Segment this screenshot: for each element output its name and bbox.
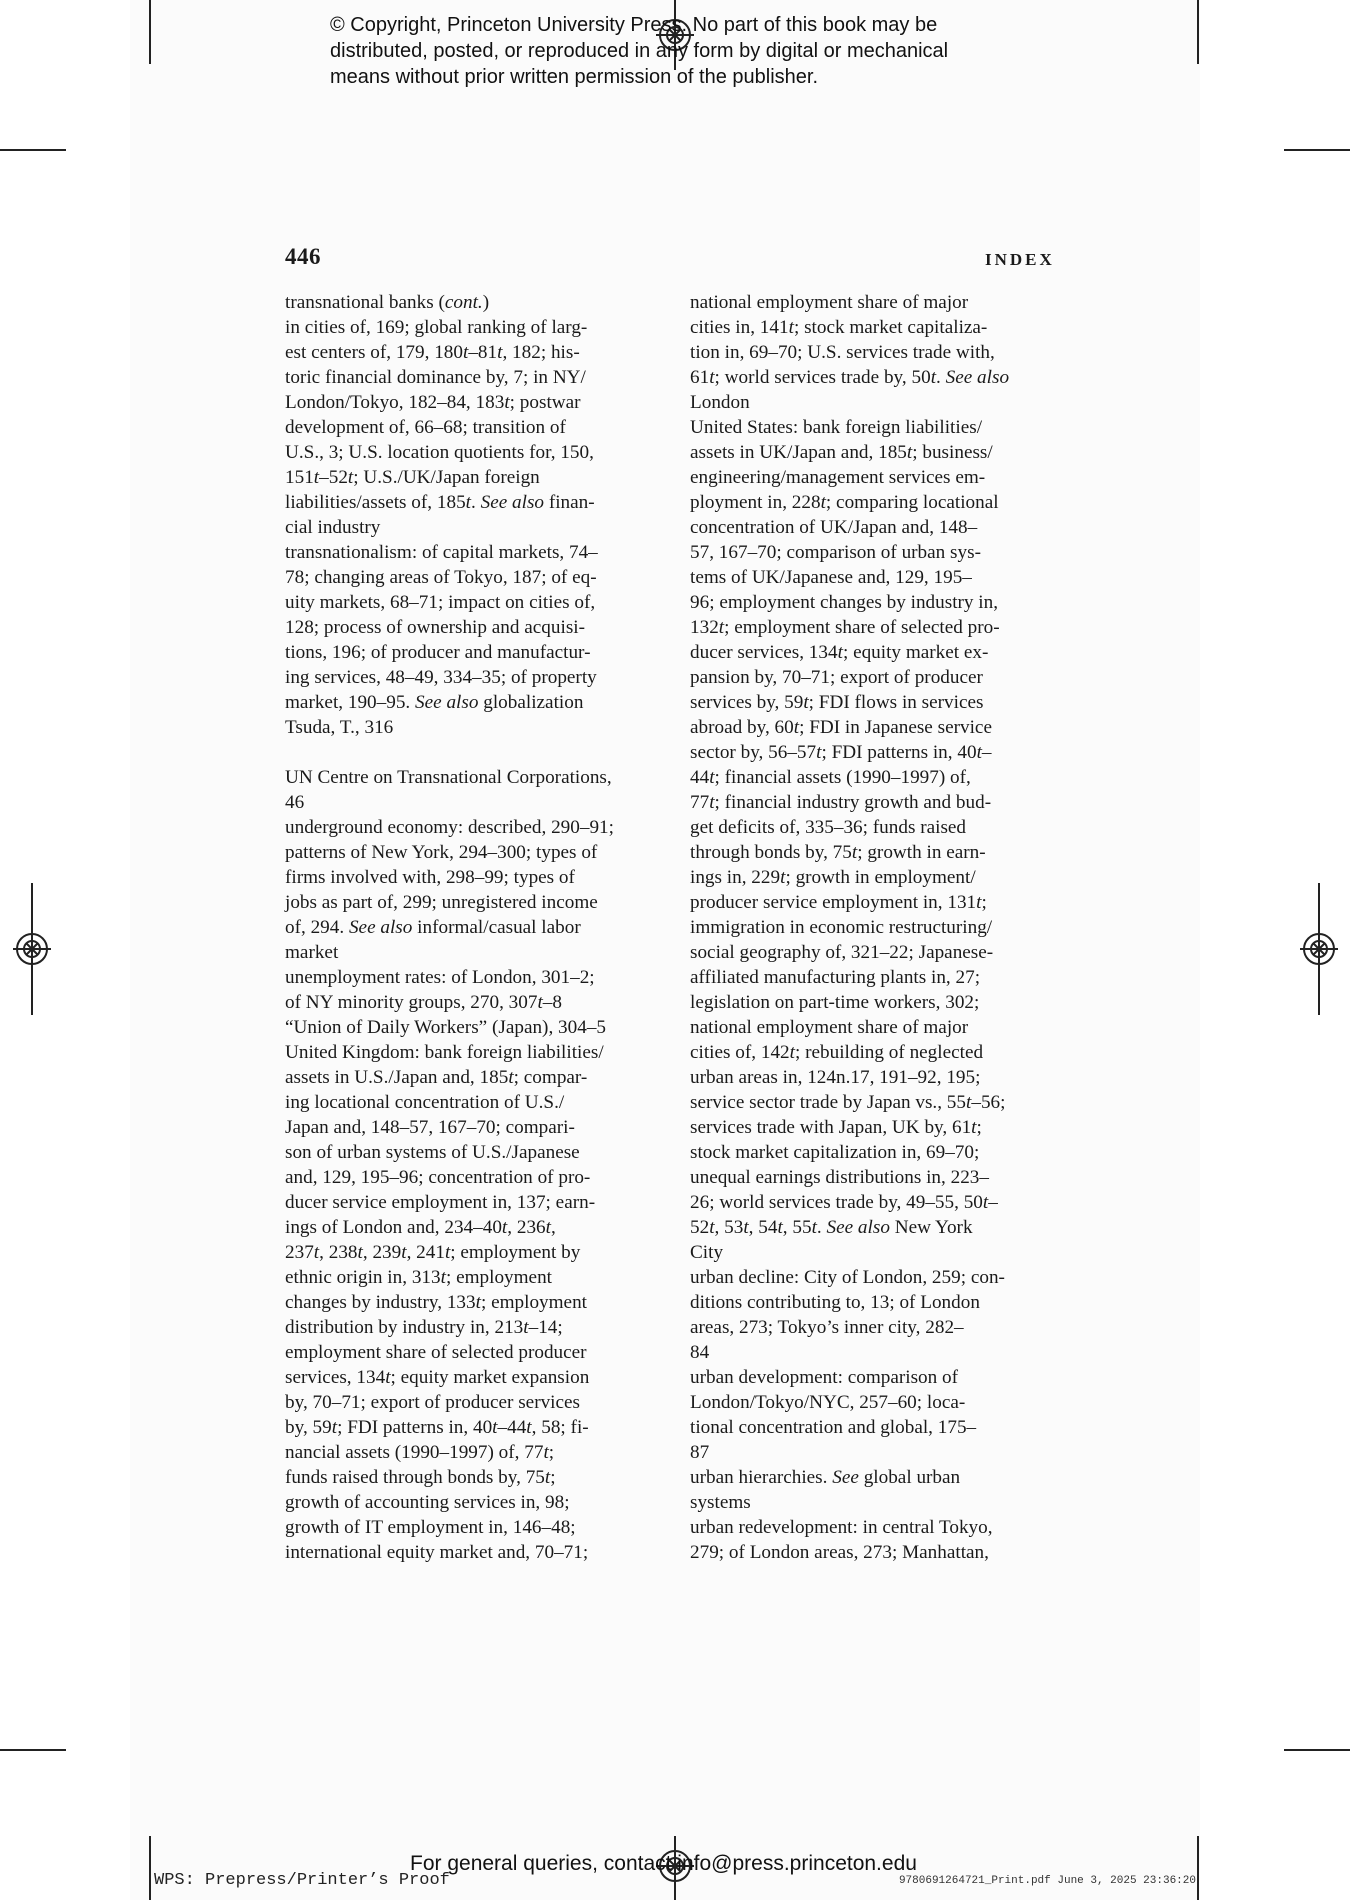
- index-entry-line: ducer service employment in, 137; earn-: [285, 1192, 596, 1213]
- index-entry-line: toric financial dominance by, 7; in NY/: [285, 367, 586, 388]
- index-entry: [285, 1040, 685, 1565]
- index-entry-line: U.S., 3; U.S. location quotients for, 150,: [285, 442, 594, 463]
- index-entry-line: funds raised through bonds by, 75t;: [285, 1467, 556, 1488]
- index-entry-line: 44t; financial assets (1990–1997) of,: [690, 767, 971, 788]
- index-entry-line: son of urban systems of U.S./Japanese: [285, 1142, 580, 1163]
- index-entry-line: 26; world services trade by, 49–55, 50t–: [690, 1192, 998, 1213]
- registration-mark-left-icon: [13, 930, 51, 968]
- copyright-line-3: means without prior written permission of the publisher.: [330, 66, 819, 88]
- print-file-info: 9780691264721_Print.pdf June 3, 2025 23:36:20: [898, 1875, 1196, 1887]
- index-entry-line: of, 294. See also informal/casual labor: [285, 917, 581, 938]
- index-entry-line: nancial assets (1990–1997) of, 77t;: [285, 1442, 555, 1463]
- index-entry-line: ployment in, 228t; comparing locational: [690, 492, 999, 513]
- index-entry-line: cities of, 142t; rebuilding of neglected: [690, 1042, 984, 1063]
- index-entry-line: sector by, 56–57t; FDI patterns in, 40t–: [690, 742, 992, 763]
- index-entry-line: systems: [690, 1492, 751, 1513]
- index-entry-line: London: [690, 392, 750, 413]
- index-entry: [690, 1465, 1100, 1515]
- registration-mark-right-icon: [1300, 930, 1338, 968]
- index-entry-line: patterns of New York, 294–300; types of: [285, 842, 598, 863]
- index-entry-line: stock market capitalization in, 69–70;: [690, 1142, 980, 1163]
- index-entry-line: ing services, 48–49, 334–35; of property: [285, 667, 597, 688]
- index-entry-line: London/Tokyo/NYC, 257–60; loca-: [690, 1392, 966, 1413]
- index-entry-line: services trade with Japan, UK by, 61t;: [690, 1117, 982, 1138]
- index-entry-line: national employment share of major: [690, 1017, 969, 1038]
- index-entry-line: growth of accounting services in, 98;: [285, 1492, 570, 1513]
- index-entry-line: affiliated manufacturing plants in, 27;: [690, 967, 981, 988]
- index-entry-line: urban development: comparison of: [690, 1367, 959, 1388]
- index-entry-line: areas, 273; Tokyo’s inner city, 282–: [690, 1317, 964, 1338]
- index-entry-line: 132t; employment share of selected pro-: [690, 617, 1000, 638]
- index-entry: [285, 715, 685, 740]
- index-entry-line: ings of London and, 234–40t, 236t,: [285, 1217, 556, 1238]
- index-entry-line: jobs as part of, 299; unregistered income: [285, 892, 598, 913]
- index-entry-line: 87: [690, 1442, 710, 1463]
- index-entry: [285, 965, 685, 1015]
- index-entry-line: 57, 167–70; comparison of urban sys-: [690, 542, 981, 563]
- crop-mark-right-horizontal-bottom: [1284, 1749, 1350, 1751]
- index-entry-line: growth of IT employment in, 146–48;: [285, 1517, 576, 1538]
- index-column-left: [285, 290, 685, 1565]
- index-entry-line: 237t, 238t, 239t, 241t; employment by: [285, 1242, 581, 1263]
- index-entry-line: by, 59t; FDI patterns in, 40t–44t, 58; fi-: [285, 1417, 589, 1438]
- index-entry-line: United Kingdom: bank foreign liabilities/: [285, 1042, 604, 1063]
- index-entry-line: assets in UK/Japan and, 185t; business/: [690, 442, 993, 463]
- crop-mark-left-horizontal-top: [0, 149, 66, 151]
- index-entry: [285, 540, 685, 715]
- index-entry-line: cities in, 141t; stock market capitaliza-: [690, 317, 988, 338]
- copyright-line-2: distributed, posted, or reproduced in any form by digital or mechanical: [330, 40, 949, 62]
- index-entry-line: by, 70–71; export of producer services: [285, 1392, 581, 1413]
- index-entry-line: assets in U.S./Japan and, 185t; compar-: [285, 1067, 588, 1088]
- index-entry-line: Japan and, 148–57, 167–70; compari-: [285, 1117, 575, 1138]
- index-entry: [690, 415, 1100, 1265]
- index-entry-line: urban hierarchies. See global urban: [690, 1467, 961, 1488]
- index-entry-line: uity markets, 68–71; impact on cities of,: [285, 592, 596, 613]
- index-column-right: [690, 290, 1100, 1565]
- index-entry-line: transnational banks (cont.): [285, 292, 490, 313]
- crop-mark-top-left-vertical: [149, 0, 151, 64]
- index-entry-line: service sector trade by Japan vs., 55t–56;: [690, 1092, 1006, 1113]
- index-entry-line: development of, 66–68; transition of: [285, 417, 566, 438]
- index-entry-line: tional concentration and global, 175–: [690, 1417, 977, 1438]
- index-entry: [285, 815, 685, 965]
- index-entry-line: ings in, 229t; growth in employment/: [690, 867, 976, 888]
- index-entry-line: urban areas in, 124n.17, 191–92, 195;: [690, 1067, 981, 1088]
- general-queries-footer: For general queries, contact info@press.princeton.edu: [410, 1852, 917, 1875]
- index-entry-line: market, 190–95. See also globalization: [285, 692, 584, 713]
- index-entry-line: services, 134t; equity market expansion: [285, 1367, 590, 1388]
- index-entry: [690, 1265, 1100, 1365]
- index-entry-line: social geography of, 321–22; Japanese-: [690, 942, 994, 963]
- index-entry: [690, 1515, 1100, 1565]
- index-entry-line: 46: [285, 792, 305, 813]
- running-head: INDEX: [985, 250, 1055, 269]
- index-entry: [285, 1015, 685, 1040]
- index-entry-line: producer service employment in, 131t;: [690, 892, 987, 913]
- index-entry-line: unemployment rates: of London, 301–2;: [285, 967, 595, 988]
- index-entry-line: in cities of, 169; global ranking of larg-: [285, 317, 588, 338]
- crop-mark-bottom-left-vertical: [149, 1836, 151, 1900]
- index-entry-line: United States: bank foreign liabilities/: [690, 417, 983, 438]
- index-entry-line: “Union of Daily Workers” (Japan), 304–5: [285, 1017, 607, 1038]
- crop-mark-top-right-vertical: [1197, 0, 1199, 64]
- proof-label: WPS: Prepress/Printer’s Proof: [154, 1871, 450, 1890]
- index-entry-line: ethnic origin in, 313t; employment: [285, 1267, 552, 1288]
- index-entry-line: cial industry: [285, 517, 381, 538]
- index-entry: [285, 290, 685, 540]
- index-entry-line: through bonds by, 75t; growth in earn-: [690, 842, 986, 863]
- index-entry-line: and, 129, 195–96; concentration of pro-: [285, 1167, 591, 1188]
- index-entry-line: abroad by, 60t; FDI in Japanese service: [690, 717, 992, 738]
- index-entry-line: changes by industry, 133t; employment: [285, 1292, 587, 1313]
- index-entry-line: engineering/management services em-: [690, 467, 986, 488]
- index-entry-line: 78; changing areas of Tokyo, 187; of eq-: [285, 567, 597, 588]
- index-entry-line: tion in, 69–70; U.S. services trade with,: [690, 342, 995, 363]
- index-entry-line: concentration of UK/Japan and, 148–: [690, 517, 978, 538]
- index-entry-line: get deficits of, 335–36; funds raised: [690, 817, 967, 838]
- index-entry-line: distribution by industry in, 213t–14;: [285, 1317, 563, 1338]
- index-entry-line: services by, 59t; FDI flows in services: [690, 692, 984, 713]
- index-entry-line: unequal earnings distributions in, 223–: [690, 1167, 989, 1188]
- index-entry-line: national employment share of major: [690, 292, 969, 313]
- index-entry: [690, 1365, 1100, 1465]
- crop-mark-right-horizontal-top: [1284, 149, 1350, 151]
- crop-mark-left-horizontal-bottom: [0, 1749, 66, 1751]
- index-entry-line: ing locational concentration of U.S./: [285, 1092, 565, 1113]
- crop-mark-bottom-right-vertical: [1197, 1836, 1199, 1900]
- index-entry-line: employment share of selected producer: [285, 1342, 587, 1363]
- index-entry-line: 61t; world services trade by, 50t. See also: [690, 367, 1010, 388]
- index-entry-line: legislation on part-time workers, 302;: [690, 992, 980, 1013]
- index-entry-line: liabilities/assets of, 185t. See also finan-: [285, 492, 595, 513]
- index-entry-line: 279; of London areas, 273; Manhattan,: [690, 1542, 989, 1563]
- index-entry-line: of NY minority groups, 270, 307t–8: [285, 992, 562, 1013]
- index-entry-line: international equity market and, 70–71;: [285, 1542, 589, 1563]
- copyright-notice: [330, 12, 1090, 90]
- index-entry-line: tems of UK/Japanese and, 129, 195–: [690, 567, 972, 588]
- index-entry-line: UN Centre on Transnational Corporations,: [285, 767, 612, 788]
- index-entry-line: London/Tokyo, 182–84, 183t; postwar: [285, 392, 581, 413]
- index-entry-line: firms involved with, 298–99; types of: [285, 867, 575, 888]
- index-entry-line: 128; process of ownership and acquisi-: [285, 617, 586, 638]
- index-entry-line: transnationalism: of capital markets, 74–: [285, 542, 598, 563]
- index-entry-line: 151t–52t; U.S./UK/Japan foreign: [285, 467, 540, 488]
- index-entry-line: market: [285, 942, 339, 963]
- index-entry-line: 77t; financial industry growth and bud-: [690, 792, 992, 813]
- index-entry-line: pansion by, 70–71; export of producer: [690, 667, 983, 688]
- index-entry-line: urban decline: City of London, 259; con-: [690, 1267, 1005, 1288]
- index-entry-line: immigration in economic restructuring/: [690, 917, 993, 938]
- page-number: 446: [285, 244, 321, 269]
- index-entry: [690, 290, 1100, 415]
- index-entry-line: ditions contributing to, 13; of London: [690, 1292, 980, 1313]
- index-letter-gap: [285, 740, 685, 765]
- index-entry-line: 96; employment changes by industry in,: [690, 592, 999, 613]
- index-entry-line: ducer services, 134t; equity market ex-: [690, 642, 989, 663]
- copyright-line-1: © Copyright, Princeton University Press. No part of this book may be: [330, 14, 938, 36]
- index-entry: [285, 765, 685, 815]
- index-entry-line: urban redevelopment: in central Tokyo,: [690, 1517, 993, 1538]
- index-entry-line: 52t, 53t, 54t, 55t. See also New York: [690, 1217, 973, 1238]
- index-entry-line: Tsuda, T., 316: [285, 717, 394, 738]
- index-entry-line: City: [690, 1242, 724, 1263]
- index-entry-line: est centers of, 179, 180t–81t, 182; his-: [285, 342, 580, 363]
- index-entry-line: 84: [690, 1342, 710, 1363]
- index-entry-line: tions, 196; of producer and manufactur-: [285, 642, 591, 663]
- index-entry-line: underground economy: described, 290–91;: [285, 817, 614, 838]
